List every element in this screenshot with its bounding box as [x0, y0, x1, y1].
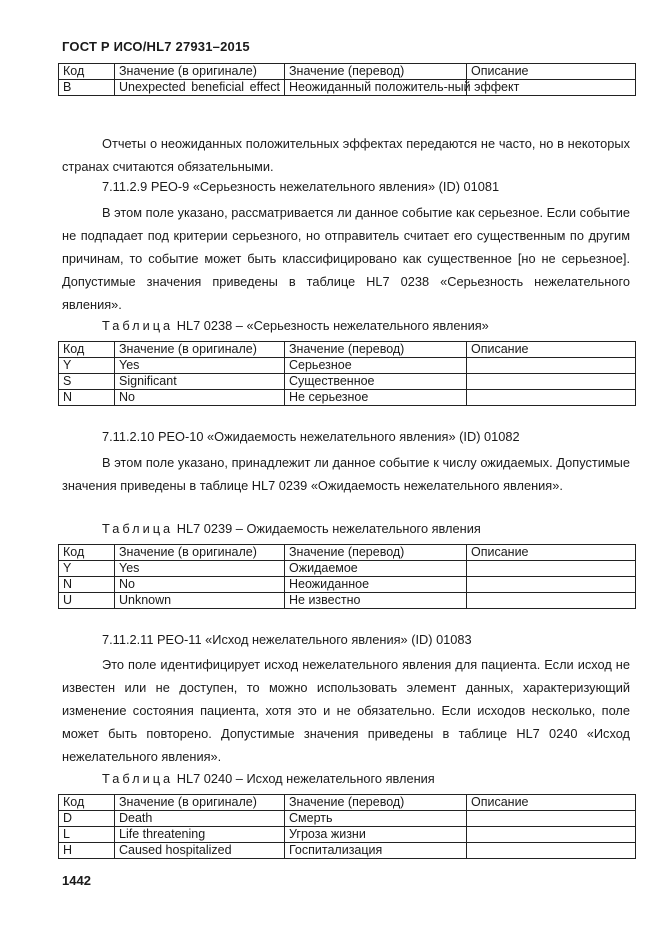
caption-label: Таблица — [102, 771, 174, 786]
caption-label: Таблица — [102, 521, 174, 536]
col-code-header: Код — [59, 545, 115, 561]
col-description-header: Описание — [467, 795, 636, 811]
col-translation-header: Значение (перевод) — [285, 64, 467, 80]
cell-code: Y — [59, 358, 115, 374]
cell-description — [467, 390, 636, 406]
paragraph-peo11: Это поле идентифицирует исход нежелательного явления для пациента. Если исход не известен или не доступен, то можно использовать элемент данных, характеризующий изменение состояния пациента, хотя это и не обязательно. Если исходов несколько, поле может быть повторено. Допустимые значения приведены в таблице HL7 0240 «Исход нежелательного явления». — [62, 657, 630, 764]
table-continued — [58, 63, 636, 96]
section-heading-peo9: 7.11.2.9 PEO-9 «Серьезность нежелательного явления» (ID) 01081 — [102, 179, 500, 194]
cell-original — [115, 80, 285, 96]
cell-translation: Госпитализация — [285, 843, 467, 859]
table-caption-0240 — [102, 771, 435, 786]
paragraph-peo10: В этом поле указано, принадлежит ли данное событие к числу ожидаемых. Допустимые значения приведены в таблице HL7 0239 «Ожидаемость нежелательного явления». — [62, 455, 630, 493]
section-heading-peo11: 7.11.2.11 PEO-11 «Исход нежелательного явления» (ID) 01083 — [102, 632, 472, 647]
cell-code: L — [59, 827, 115, 843]
caption-text: HL7 0238 – «Серьезность нежелательного явления» — [176, 318, 489, 333]
caption-text: HL7 0239 – Ожидаемость нежелательного явления — [176, 521, 481, 536]
cell-original: Caused hospitalized — [115, 843, 285, 859]
cell-description — [467, 811, 636, 827]
cell-code: H — [59, 843, 115, 859]
cell-code: U — [59, 593, 115, 609]
cell-original: No — [115, 390, 285, 406]
table-row — [59, 593, 636, 609]
cell-translation: Неожиданное — [285, 577, 467, 593]
caption-text: HL7 0240 – Исход нежелательного явления — [176, 771, 435, 786]
table-row — [59, 577, 636, 593]
caption-label: Таблица — [102, 318, 174, 333]
col-description-header: Описание — [467, 342, 636, 358]
table-header-row — [59, 545, 636, 561]
cell-code: Y — [59, 561, 115, 577]
table-0240 — [58, 794, 636, 859]
cell-translation: Не серьезное — [285, 390, 467, 406]
cell-description — [467, 561, 636, 577]
table-row — [59, 561, 636, 577]
cell-translation: Ожидаемое — [285, 561, 467, 577]
col-description-header: Описание — [467, 545, 636, 561]
table-header-row — [59, 795, 636, 811]
cell-translation: Угроза жизни — [285, 827, 467, 843]
table-0238 — [58, 341, 636, 406]
page-number: 1442 — [62, 873, 91, 888]
cell-description — [467, 374, 636, 390]
cell-code: S — [59, 374, 115, 390]
document-title: ГОСТ Р ИСО/HL7 27931–2015 — [62, 39, 250, 54]
cell-description — [467, 593, 636, 609]
col-code-header: Код — [59, 342, 115, 358]
cell-original: No — [115, 577, 285, 593]
table-row — [59, 843, 636, 859]
col-description-header: Описание — [467, 64, 636, 80]
table-row — [59, 811, 636, 827]
col-original-header: Значение (в оригинале) — [115, 342, 285, 358]
cell-description — [467, 577, 636, 593]
col-original-header: Значение (в оригинале) — [115, 64, 285, 80]
table-header-row — [59, 64, 636, 80]
cell-original: Yes — [115, 561, 285, 577]
cell-original: Unknown — [115, 593, 285, 609]
cell-translation: Серьезное — [285, 358, 467, 374]
cell-translation-text: Неожиданный положитель-ный эффект — [289, 80, 520, 94]
table-row — [59, 358, 636, 374]
table-caption-0238 — [102, 318, 489, 333]
paragraph-peo9: В этом поле указано, рассматривается ли данное событие как серьезное. Если событие не подпадает под критерии серьезного, но отправитель считает его существенным по другим причинам, то событие может быть классифицировано как существенное [но не серьезное]. Допустимые значения приведены в таблице HL7 0238 «Серьезность нежелательного явления». — [62, 205, 630, 312]
table-row — [59, 390, 636, 406]
cell-code: D — [59, 811, 115, 827]
table-row — [59, 80, 636, 96]
cell-code: N — [59, 577, 115, 593]
col-code-header: Код — [59, 64, 115, 80]
table-caption-0239 — [102, 521, 481, 536]
cell-original: Death — [115, 811, 285, 827]
paragraph-unexpected-effects: Отчеты о неожиданных положительных эффектах передаются не часто, но в некоторых странах считаются обязательными. — [62, 136, 630, 174]
cell-code: N — [59, 390, 115, 406]
cell-translation: Не известно — [285, 593, 467, 609]
col-original-header: Значение (в оригинале) — [115, 545, 285, 561]
col-translation-header: Значение (перевод) — [285, 342, 467, 358]
cell-translation — [285, 80, 520, 96]
cell-code: B — [59, 80, 115, 96]
col-translation-header: Значение (перевод) — [285, 545, 467, 561]
cell-original: Yes — [115, 358, 285, 374]
cell-translation: Смерть — [285, 811, 467, 827]
table-header-row — [59, 342, 636, 358]
cell-original: Significant — [115, 374, 285, 390]
table-0239 — [58, 544, 636, 609]
col-code-header: Код — [59, 795, 115, 811]
cell-translation: Существенное — [285, 374, 467, 390]
cell-original: Life threatening — [115, 827, 285, 843]
cell-description — [467, 358, 636, 374]
cell-description — [467, 843, 636, 859]
cell-original-text: Unexpected beneficial effect — [119, 80, 280, 94]
section-heading-peo10: 7.11.2.10 PEO-10 «Ожидаемость нежелательного явления» (ID) 01082 — [102, 429, 520, 444]
table-row — [59, 827, 636, 843]
col-original-header: Значение (в оригинале) — [115, 795, 285, 811]
table-row — [59, 374, 636, 390]
col-translation-header: Значение (перевод) — [285, 795, 467, 811]
cell-description — [467, 827, 636, 843]
